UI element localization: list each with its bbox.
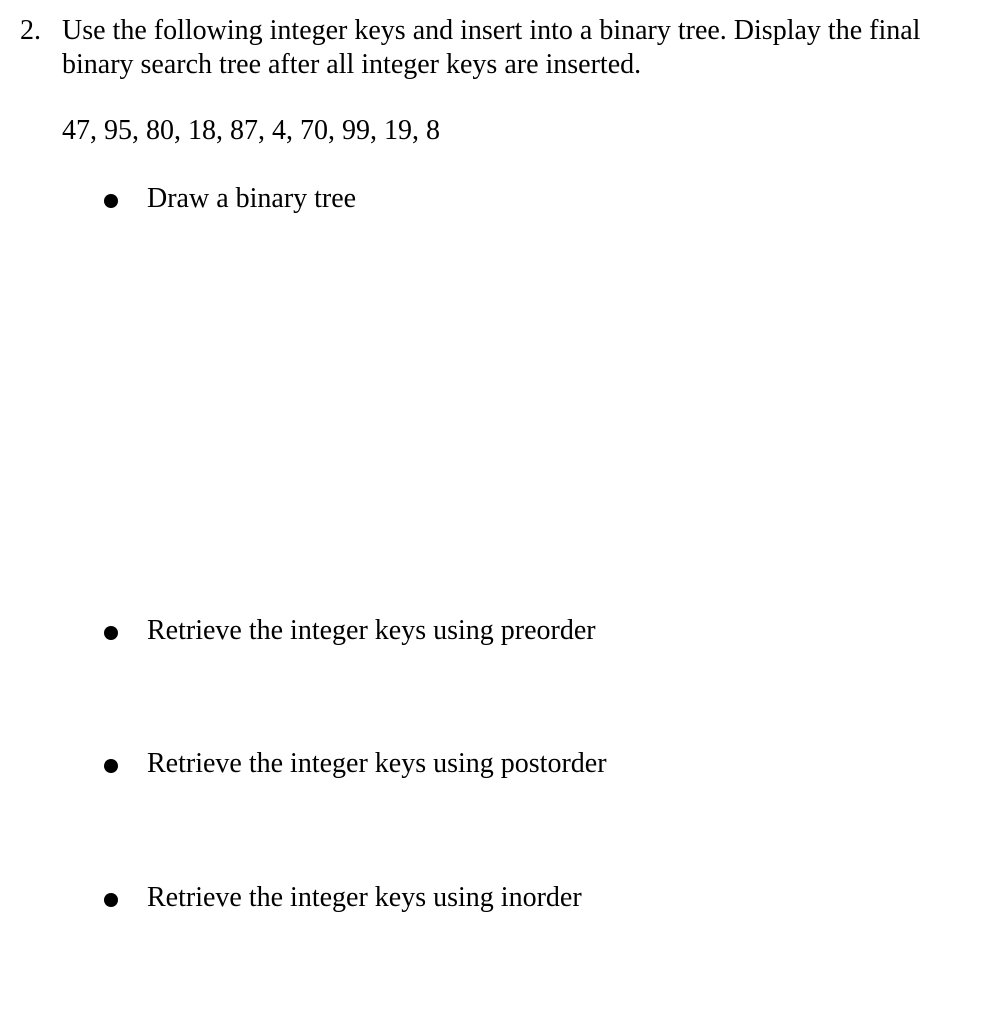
question-number: 2. bbox=[20, 15, 41, 46]
task-preorder: Retrieve the integer keys using preorder bbox=[147, 615, 596, 646]
question-text-line-1: Use the following integer keys and insert into a binary tree. Display the final bbox=[62, 15, 921, 46]
task-inorder: Retrieve the integer keys using inorder bbox=[147, 882, 582, 913]
bullet-icon bbox=[104, 759, 118, 773]
question-text bbox=[62, 14, 992, 82]
integer-keys: 47, 95, 80, 18, 87, 4, 70, 99, 19, 8 bbox=[62, 115, 440, 146]
bullet-icon bbox=[104, 194, 118, 208]
bullet-icon bbox=[104, 626, 118, 640]
task-postorder: Retrieve the integer keys using postorder bbox=[147, 748, 607, 779]
task-draw-tree: Draw a binary tree bbox=[147, 183, 357, 214]
bullet-icon bbox=[104, 893, 118, 907]
question-text-line-2: binary search tree after all integer keys are inserted. bbox=[62, 49, 642, 80]
